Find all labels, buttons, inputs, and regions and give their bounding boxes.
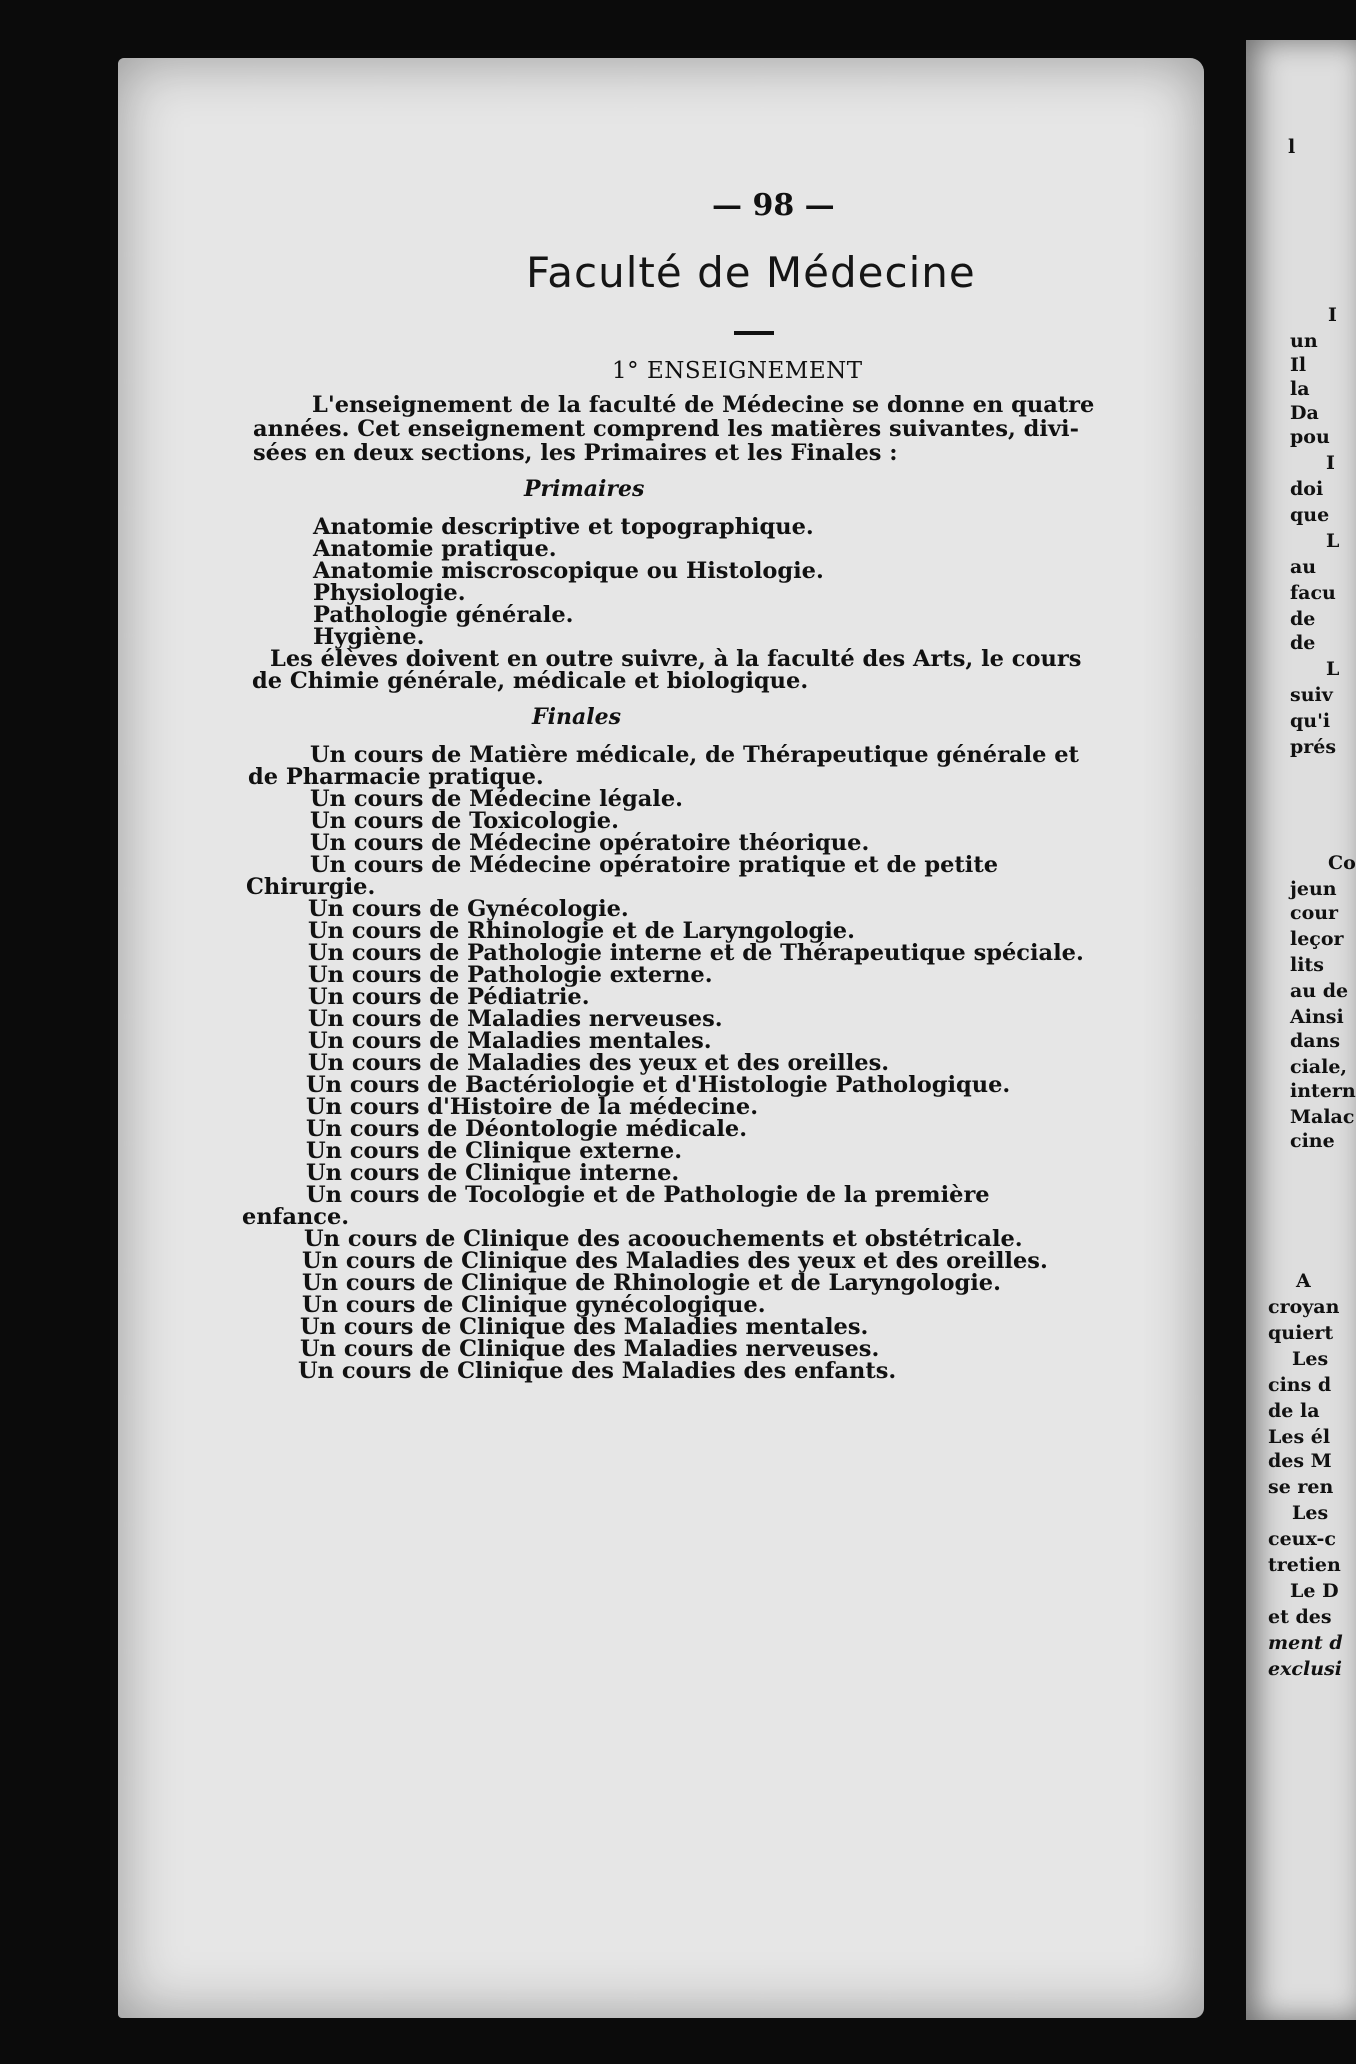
adjacent-fragment: de bbox=[1290, 608, 1316, 630]
adjacent-fragment: exclusi bbox=[1268, 1658, 1342, 1680]
primaires-note: de Chimie générale, médicale et biologique. bbox=[252, 668, 809, 694]
finales-line: Un cours de Bactériologie et d'Histologie Pathologique. bbox=[306, 1072, 1011, 1098]
finales-line: Un cours de Clinique des acoouchements et obstétricale. bbox=[304, 1226, 1023, 1252]
adjacent-fragment: ciale, bbox=[1290, 1056, 1348, 1078]
primaires-heading: Primaires bbox=[524, 476, 645, 502]
finales-line: Un cours d'Histoire de la médecine. bbox=[306, 1094, 759, 1120]
adjacent-fragment: facu bbox=[1290, 582, 1336, 604]
adjacent-fragment: suiv bbox=[1290, 684, 1333, 706]
title-separator bbox=[734, 331, 774, 335]
adjacent-fragment: L bbox=[1326, 530, 1340, 552]
adjacent-fragment: A bbox=[1296, 1270, 1311, 1292]
adjacent-fragment: L bbox=[1326, 658, 1340, 680]
primaires-item: Physiologie. bbox=[313, 580, 466, 606]
primaires-item: Hygiène. bbox=[313, 624, 425, 650]
adjacent-fragment: Les bbox=[1292, 1502, 1329, 1524]
intro-line: L'enseignement de la faculté de Médecine se donne en quatre bbox=[312, 392, 1095, 418]
finales-line: Un cours de Clinique interne. bbox=[306, 1160, 680, 1186]
adjacent-fragment: et des bbox=[1268, 1606, 1332, 1628]
adjacent-fragment: l bbox=[1288, 136, 1296, 158]
adjacent-fragment: doi bbox=[1290, 478, 1324, 500]
finales-heading: Finales bbox=[532, 704, 621, 730]
primaires-item: Pathologie générale. bbox=[313, 602, 574, 628]
adjacent-fragment: Les él bbox=[1268, 1426, 1331, 1448]
adjacent-fragment: cins d bbox=[1268, 1374, 1332, 1396]
finales-line: Un cours de Rhinologie et de Laryngologie. bbox=[308, 918, 855, 944]
adjacent-fragment: I bbox=[1328, 304, 1337, 326]
adjacent-fragment: Da bbox=[1290, 402, 1319, 424]
finales-line: Un cours de Pédiatrie. bbox=[308, 984, 590, 1010]
finales-line: Un cours de Maladies nerveuses. bbox=[308, 1006, 723, 1032]
finales-line: Un cours de Médecine opératoire théorique. bbox=[310, 830, 870, 856]
adjacent-fragment: dans bbox=[1290, 1030, 1341, 1052]
adjacent-fragment: prés bbox=[1290, 736, 1337, 758]
primaires-item: Anatomie miscroscopique ou Histologie. bbox=[313, 558, 824, 584]
adjacent-fragment: intern bbox=[1290, 1080, 1356, 1102]
adjacent-fragment: Les bbox=[1292, 1348, 1329, 1370]
adjacent-fragment: jeun bbox=[1290, 878, 1337, 900]
finales-line: Un cours de Pathologie interne et de Thérapeutique spéciale. bbox=[308, 940, 1084, 966]
adjacent-fragment: tretien bbox=[1268, 1554, 1341, 1576]
finales-line: Un cours de Pathologie externe. bbox=[308, 962, 713, 988]
finales-line: Un cours de Déontologie médicale. bbox=[306, 1116, 748, 1142]
finales-line: Un cours de Clinique des Maladies des yeux et des oreilles. bbox=[302, 1248, 1048, 1274]
adjacent-fragment: pou bbox=[1290, 426, 1330, 448]
intro-line: années. Cet enseignement comprend les matières suivantes, divi- bbox=[253, 416, 1079, 442]
finales-line: Un cours de Tocologie et de Pathologie de la première bbox=[306, 1182, 990, 1208]
finales-line: Un cours de Clinique gynécologique. bbox=[302, 1292, 766, 1318]
book-page-left bbox=[118, 58, 1204, 2018]
primaires-item: Anatomie pratique. bbox=[313, 536, 557, 562]
adjacent-fragment: cour bbox=[1290, 902, 1339, 924]
adjacent-fragment: au bbox=[1290, 556, 1317, 578]
adjacent-fragment: croyan bbox=[1268, 1296, 1340, 1318]
adjacent-fragment: Ainsi bbox=[1290, 1006, 1344, 1028]
finales-line: Un cours de Clinique des Maladies nerveuses. bbox=[300, 1336, 880, 1362]
finales-line: Un cours de Maladies des yeux et des oreilles. bbox=[308, 1050, 890, 1076]
finales-line: Un cours de Clinique des Maladies des enfants. bbox=[298, 1358, 897, 1384]
finales-line: Un cours de Clinique des Maladies mentales. bbox=[300, 1314, 869, 1340]
page-number: — 98 — bbox=[712, 188, 835, 223]
intro-line: sées en deux sections, les Primaires et les Finales : bbox=[253, 440, 898, 466]
adjacent-fragment: ceux-c bbox=[1268, 1528, 1336, 1550]
adjacent-fragment: ment d bbox=[1268, 1632, 1343, 1654]
finales-line: Un cours de Maladies mentales. bbox=[308, 1028, 712, 1054]
adjacent-fragment: Malac bbox=[1290, 1106, 1355, 1128]
adjacent-fragment: quiert bbox=[1268, 1322, 1334, 1344]
finales-line: Un cours de Clinique externe. bbox=[306, 1138, 683, 1164]
page-title: Faculté de Médecine bbox=[526, 248, 976, 297]
adjacent-fragment: Il bbox=[1290, 354, 1307, 376]
book-page-right-edge bbox=[1246, 40, 1356, 2020]
adjacent-fragment: la bbox=[1290, 378, 1310, 400]
adjacent-fragment: que bbox=[1290, 504, 1330, 526]
adjacent-fragment: se ren bbox=[1268, 1476, 1334, 1498]
finales-line: Un cours de Gynécologie. bbox=[308, 896, 629, 922]
finales-line: enfance. bbox=[242, 1204, 350, 1230]
adjacent-fragment: Co bbox=[1328, 852, 1356, 874]
finales-line: Un cours de Clinique de Rhinologie et de Laryngologie. bbox=[302, 1270, 1001, 1296]
adjacent-fragment: leçor bbox=[1290, 928, 1344, 950]
finales-line: Un cours de Matière médicale, de Thérapeutique générale et bbox=[310, 742, 1079, 768]
section-heading: 1° ENSEIGNEMENT bbox=[612, 358, 863, 384]
adjacent-fragment: au de bbox=[1290, 980, 1349, 1002]
finales-line: Un cours de Toxicologie. bbox=[310, 808, 619, 834]
adjacent-fragment: I bbox=[1326, 452, 1335, 474]
adjacent-fragment: un bbox=[1290, 330, 1318, 352]
finales-line: de Pharmacie pratique. bbox=[248, 764, 544, 790]
adjacent-fragment: de la bbox=[1268, 1400, 1320, 1422]
adjacent-fragment: cine bbox=[1290, 1130, 1335, 1152]
adjacent-fragment: lits bbox=[1290, 954, 1324, 976]
finales-line: Un cours de Médecine légale. bbox=[310, 786, 684, 812]
adjacent-fragment: Le D bbox=[1290, 1580, 1339, 1602]
primaires-item: Anatomie descriptive et topographique. bbox=[313, 514, 814, 540]
adjacent-fragment: des M bbox=[1268, 1450, 1332, 1472]
adjacent-fragment: qu'i bbox=[1290, 710, 1331, 732]
adjacent-fragment: de bbox=[1290, 632, 1316, 654]
finales-line: Un cours de Médecine opératoire pratique et de petite bbox=[310, 852, 999, 878]
finales-line: Chirurgie. bbox=[246, 874, 376, 900]
primaires-note: Les élèves doivent en outre suivre, à la faculté des Arts, le cours bbox=[270, 646, 1082, 672]
